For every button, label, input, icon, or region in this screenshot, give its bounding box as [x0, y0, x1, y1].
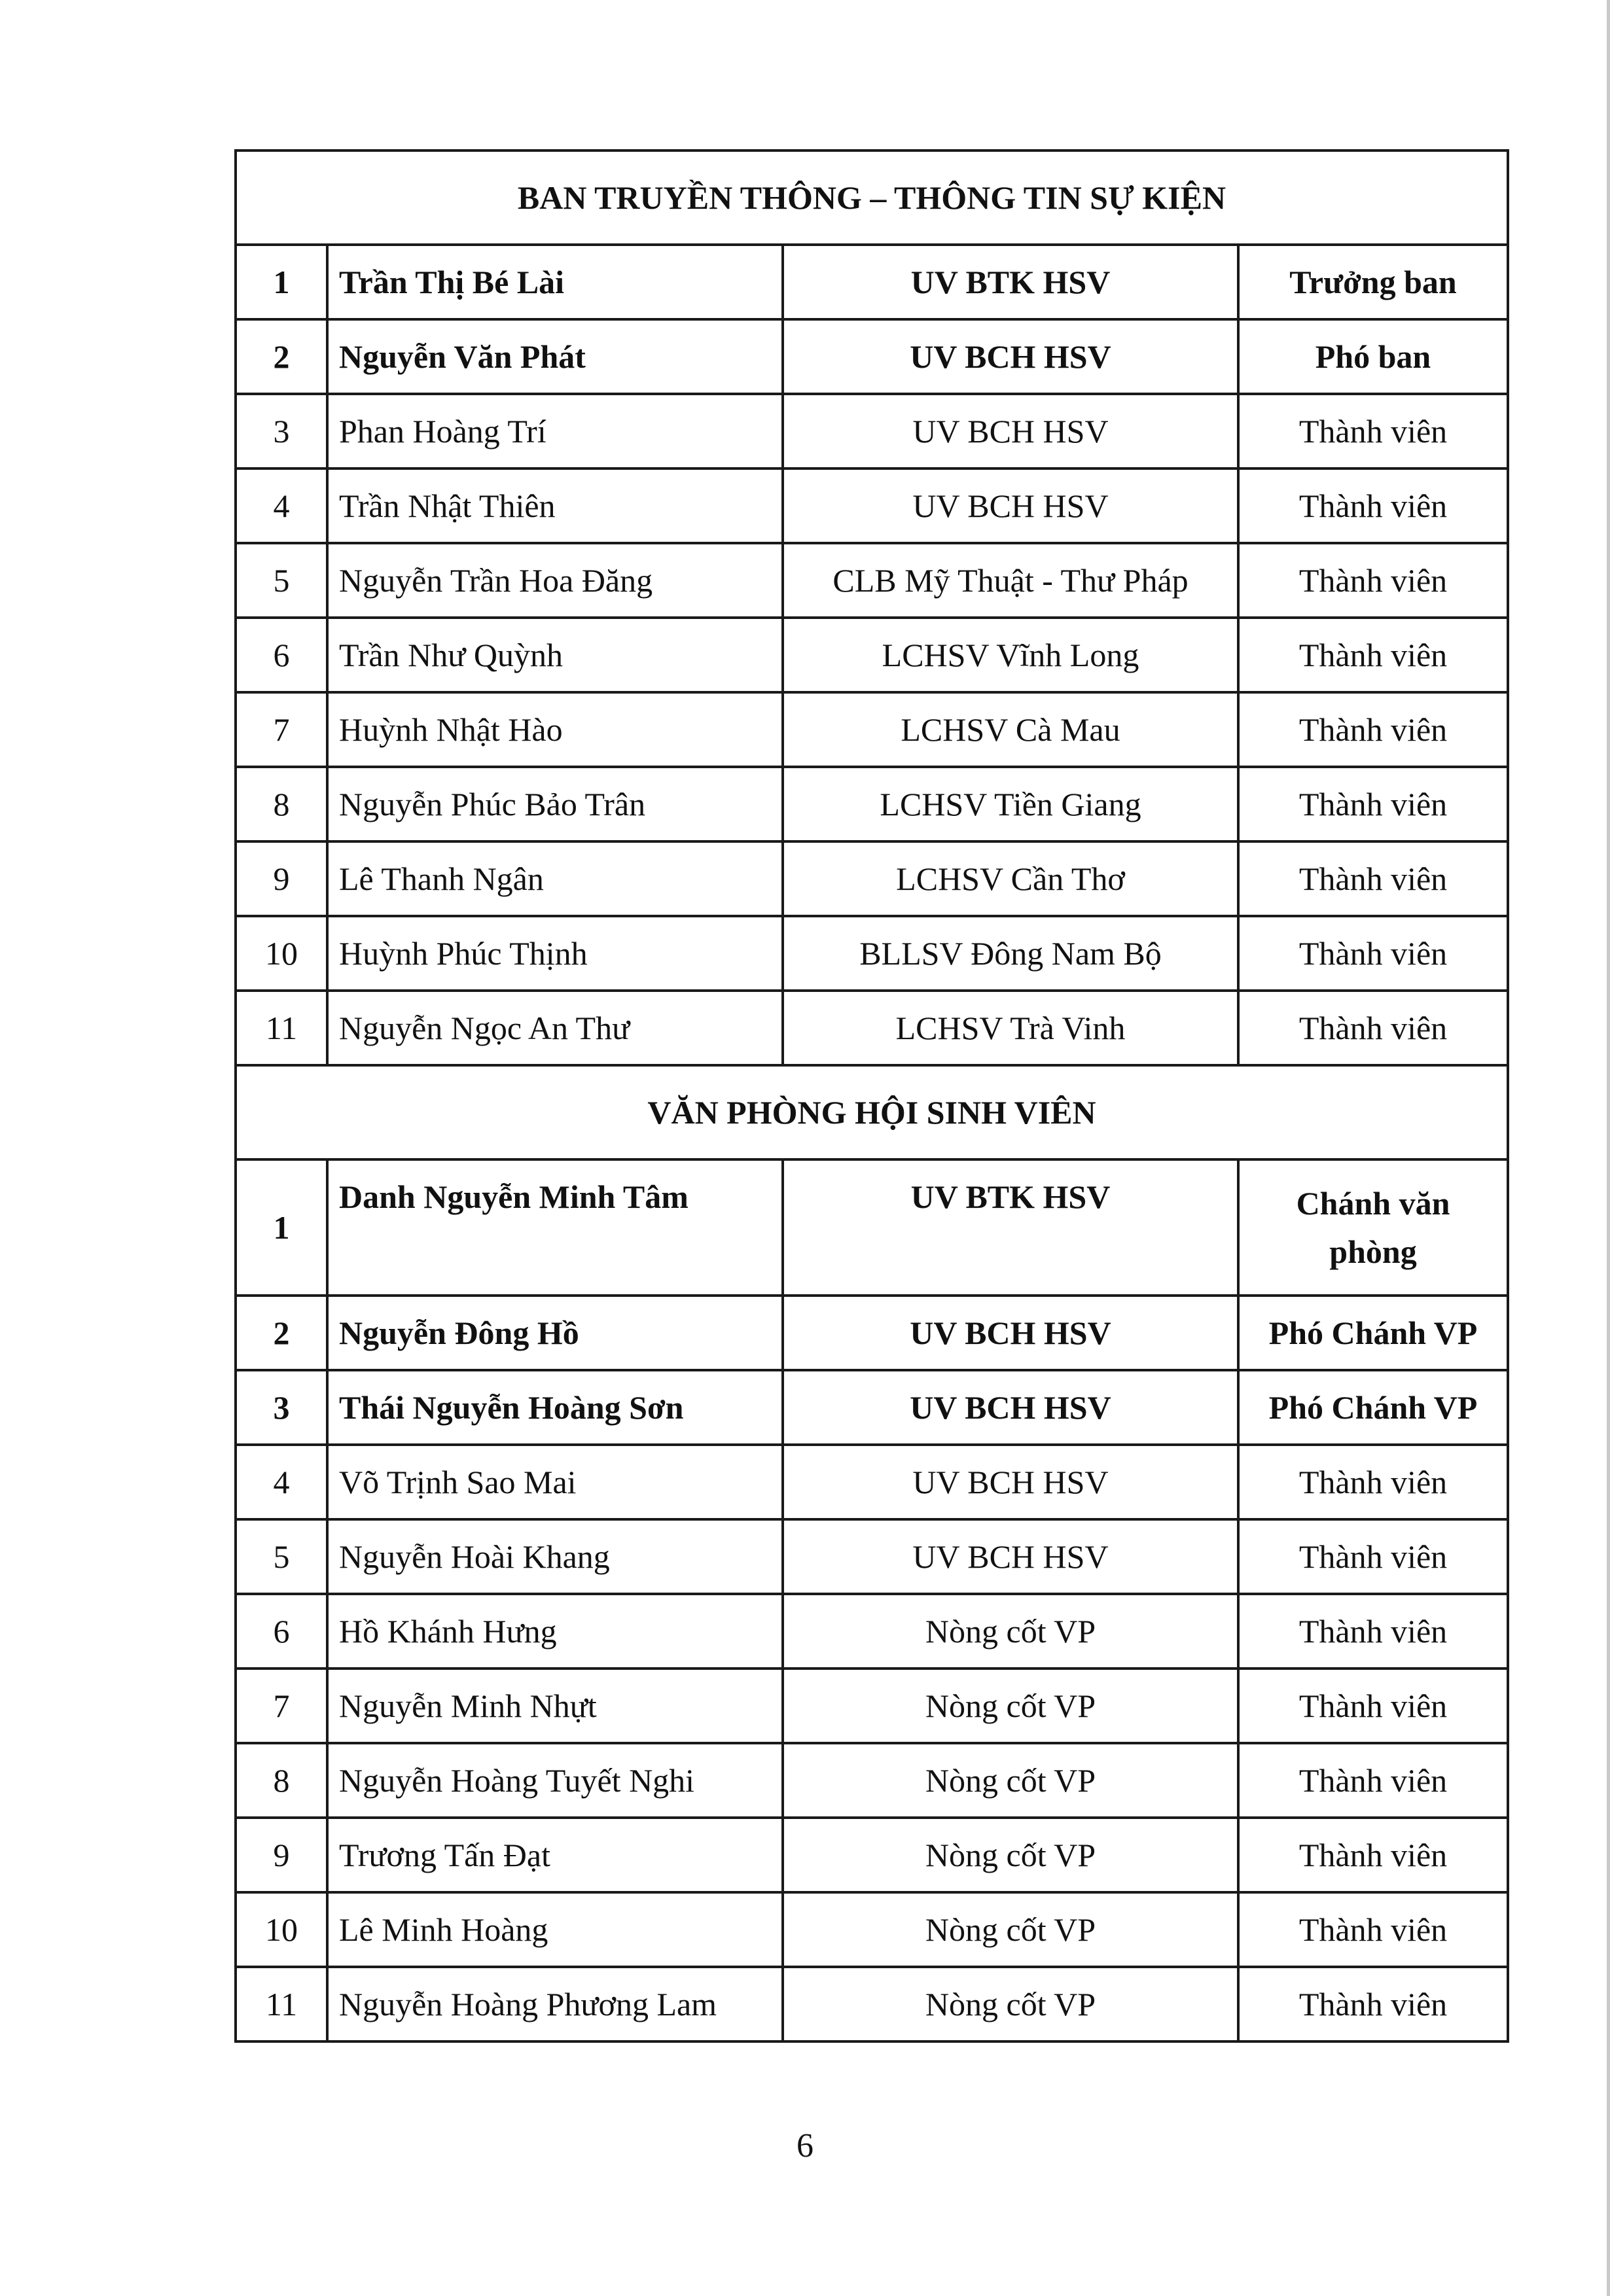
table-row	[236, 1445, 1508, 1519]
member-name: Nguyễn Minh Nhựt	[327, 1669, 783, 1743]
table-row	[236, 991, 1508, 1065]
member-role: Thành viên	[1238, 1743, 1508, 1818]
member-role: Thành viên	[1238, 1818, 1508, 1892]
table-row	[236, 319, 1508, 394]
member-name: Nguyễn Văn Phát	[327, 319, 783, 394]
table-row	[236, 1370, 1508, 1445]
member-unit: UV BCH HSV	[783, 1519, 1238, 1594]
table-row	[236, 1519, 1508, 1594]
member-unit: UV BCH HSV	[783, 1370, 1238, 1445]
member-role: Thành viên	[1238, 1445, 1508, 1519]
table-row	[236, 841, 1508, 916]
row-number: 9	[236, 841, 327, 916]
member-role: Phó Chánh VP	[1238, 1296, 1508, 1370]
member-role: Phó ban	[1238, 319, 1508, 394]
row-number: 2	[236, 1296, 327, 1370]
row-number: 4	[236, 468, 327, 543]
member-name: Phan Hoàng Trí	[327, 394, 783, 468]
member-role: Thành viên	[1238, 767, 1508, 841]
member-role: Phó Chánh VP	[1238, 1370, 1508, 1445]
row-number: 6	[236, 618, 327, 692]
member-role: Thành viên	[1238, 916, 1508, 991]
row-number: 10	[236, 1892, 327, 1967]
member-unit: UV BTK HSV	[783, 245, 1238, 319]
member-name: Trần Nhật Thiên	[327, 468, 783, 543]
member-role: Chánh văn phòng	[1238, 1159, 1508, 1296]
member-role: Thành viên	[1238, 618, 1508, 692]
page-edge-shadow	[1607, 0, 1610, 2296]
member-unit: CLB Mỹ Thuật - Thư Pháp	[783, 543, 1238, 618]
member-unit: Nòng cốt VP	[783, 1967, 1238, 2041]
section-title: VĂN PHÒNG HỘI SINH VIÊN	[236, 1065, 1508, 1159]
member-name: Nguyễn Hoàng Tuyết Nghi	[327, 1743, 783, 1818]
row-number: 11	[236, 991, 327, 1065]
member-unit: UV BCH HSV	[783, 468, 1238, 543]
member-name: Huỳnh Phúc Thịnh	[327, 916, 783, 991]
member-role: Thành viên	[1238, 841, 1508, 916]
row-number: 1	[236, 1159, 327, 1296]
member-role: Thành viên	[1238, 1967, 1508, 2041]
member-name: Võ Trịnh Sao Mai	[327, 1445, 783, 1519]
member-name: Lê Thanh Ngân	[327, 841, 783, 916]
table-row	[236, 1669, 1508, 1743]
member-name: Nguyễn Trần Hoa Đăng	[327, 543, 783, 618]
member-unit: LCHSV Cần Thơ	[783, 841, 1238, 916]
row-number: 6	[236, 1594, 327, 1669]
row-number: 5	[236, 1519, 327, 1594]
member-role: Thành viên	[1238, 543, 1508, 618]
table-row	[236, 1967, 1508, 2041]
row-number: 11	[236, 1967, 327, 2041]
member-role: Thành viên	[1238, 991, 1508, 1065]
table-row	[236, 767, 1508, 841]
table-row	[236, 1743, 1508, 1818]
member-name: Danh Nguyễn Minh Tâm	[327, 1159, 783, 1296]
member-role: Trưởng ban	[1238, 245, 1508, 319]
table-row	[236, 1296, 1508, 1370]
row-number: 5	[236, 543, 327, 618]
member-role: Thành viên	[1238, 1594, 1508, 1669]
member-unit: UV BTK HSV	[783, 1159, 1238, 1296]
table-row	[236, 692, 1508, 767]
row-number: 7	[236, 1669, 327, 1743]
member-unit: UV BCH HSV	[783, 1296, 1238, 1370]
member-unit: Nòng cốt VP	[783, 1818, 1238, 1892]
member-name: Nguyễn Đông Hồ	[327, 1296, 783, 1370]
member-unit: Nòng cốt VP	[783, 1594, 1238, 1669]
member-name: Thái Nguyễn Hoàng Sơn	[327, 1370, 783, 1445]
member-name: Huỳnh Nhật Hào	[327, 692, 783, 767]
member-unit: LCHSV Vĩnh Long	[783, 618, 1238, 692]
section-title: BAN TRUYỀN THÔNG – THÔNG TIN SỰ KIỆN	[236, 150, 1508, 245]
table-row	[236, 1818, 1508, 1892]
row-number: 2	[236, 319, 327, 394]
member-unit: UV BCH HSV	[783, 1445, 1238, 1519]
member-unit: UV BCH HSV	[783, 394, 1238, 468]
row-number: 7	[236, 692, 327, 767]
member-unit: UV BCH HSV	[783, 319, 1238, 394]
table-row	[236, 245, 1508, 319]
member-role: Thành viên	[1238, 692, 1508, 767]
table-row	[236, 1594, 1508, 1669]
row-number: 4	[236, 1445, 327, 1519]
table-row	[236, 1892, 1508, 1967]
table-row	[236, 394, 1508, 468]
member-unit: LCHSV Tiền Giang	[783, 767, 1238, 841]
member-name: Nguyễn Phúc Bảo Trân	[327, 767, 783, 841]
table-row	[236, 468, 1508, 543]
page-number: 6	[796, 2127, 814, 2164]
member-name: Trương Tấn Đạt	[327, 1818, 783, 1892]
member-unit: BLLSV Đông Nam Bộ	[783, 916, 1238, 991]
section-header-row	[236, 1065, 1508, 1159]
member-name: Nguyễn Ngọc An Thư	[327, 991, 783, 1065]
section-header-row	[236, 150, 1508, 245]
member-name: Nguyễn Hoàng Phương Lam	[327, 1967, 783, 2041]
row-number: 3	[236, 394, 327, 468]
member-name: Nguyễn Hoài Khang	[327, 1519, 783, 1594]
table-row	[236, 543, 1508, 618]
member-name: Trần Thị Bé Lài	[327, 245, 783, 319]
member-role: Thành viên	[1238, 1519, 1508, 1594]
member-unit: LCHSV Trà Vinh	[783, 991, 1238, 1065]
row-number: 10	[236, 916, 327, 991]
member-role: Thành viên	[1238, 394, 1508, 468]
member-unit: LCHSV Cà Mau	[783, 692, 1238, 767]
table-row	[236, 1159, 1508, 1296]
members-table	[234, 149, 1509, 2043]
row-number: 8	[236, 767, 327, 841]
member-role: Thành viên	[1238, 1892, 1508, 1967]
member-role: Thành viên	[1238, 468, 1508, 543]
member-unit: Nòng cốt VP	[783, 1743, 1238, 1818]
row-number: 1	[236, 245, 327, 319]
row-number: 8	[236, 1743, 327, 1818]
row-number: 9	[236, 1818, 327, 1892]
row-number: 3	[236, 1370, 327, 1445]
member-name: Lê Minh Hoàng	[327, 1892, 783, 1967]
table-row	[236, 916, 1508, 991]
member-name: Hồ Khánh Hưng	[327, 1594, 783, 1669]
member-role: Thành viên	[1238, 1669, 1508, 1743]
table-row	[236, 618, 1508, 692]
member-unit: Nòng cốt VP	[783, 1892, 1238, 1967]
member-name: Trần Như Quỳnh	[327, 618, 783, 692]
member-unit: Nòng cốt VP	[783, 1669, 1238, 1743]
